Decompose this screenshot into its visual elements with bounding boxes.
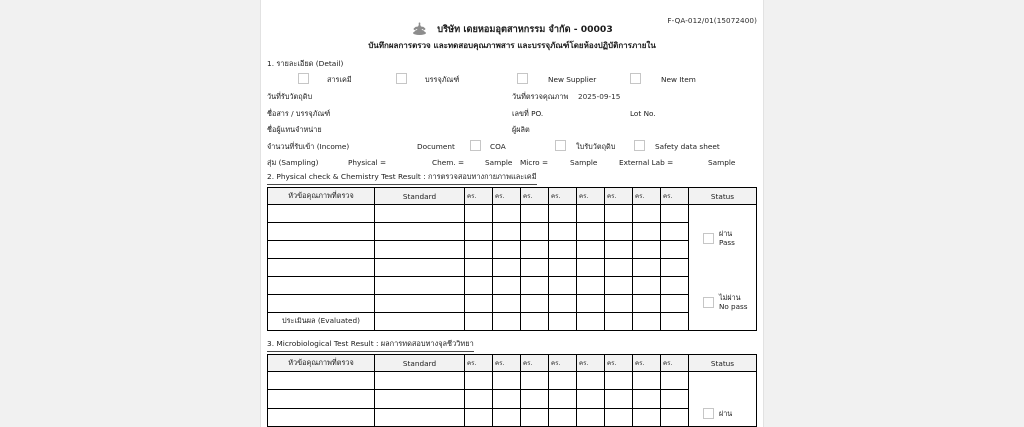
- checkbox-no-pass[interactable]: [703, 297, 714, 308]
- cell-count-7[interactable]: [633, 372, 661, 390]
- evaluated-row[interactable]: [268, 313, 757, 331]
- cell-count-2[interactable]: [493, 259, 521, 277]
- label-coa: COA: [490, 142, 506, 151]
- cell-count-5[interactable]: [577, 277, 605, 295]
- value-sampling-chem[interactable]: Sample: [485, 158, 513, 167]
- value-sampling-micro[interactable]: Sample: [570, 158, 598, 167]
- col-count-4: คร.: [549, 355, 577, 372]
- checkbox-coa[interactable]: [470, 140, 481, 151]
- document-page: [261, 0, 763, 427]
- section1-heading: [267, 58, 757, 70]
- cell-count-8[interactable]: [661, 372, 689, 390]
- cell-count-7[interactable]: [633, 295, 661, 313]
- col-topic: หัวข้อคุณภาพที่ตรวจ: [268, 188, 375, 205]
- cell-count-1[interactable]: [465, 259, 493, 277]
- label-manufacturer: ผู้ผลิต: [512, 125, 530, 134]
- table-row[interactable]: [268, 205, 757, 223]
- cell-count-4[interactable]: [549, 205, 577, 223]
- detail-fields: [267, 72, 757, 167]
- label-inspect-date: วันที่ตรวจคุณภาพ: [512, 92, 569, 101]
- table-row[interactable]: [268, 390, 757, 408]
- cell-topic[interactable]: [268, 277, 375, 295]
- col-count-2: คร.: [493, 188, 521, 205]
- cell-evaluated-8[interactable]: [661, 313, 689, 331]
- cell-evaluated-standard[interactable]: [375, 313, 465, 331]
- cell-count-2[interactable]: [493, 277, 521, 295]
- cell-count-8[interactable]: [661, 223, 689, 241]
- table-row[interactable]: [268, 241, 757, 259]
- col-status: Status: [689, 188, 757, 205]
- label-receiving-note: ใบรับวัตถุดิบ: [576, 142, 616, 151]
- label-item-name: ชื่อสาร / บรรจุภัณฑ์: [267, 109, 331, 118]
- cell-count-4[interactable]: [549, 259, 577, 277]
- cell-count-5[interactable]: [577, 372, 605, 390]
- label-sampling: สุ่ม (Sampling): [267, 158, 319, 167]
- cell-count-4[interactable]: [549, 408, 577, 426]
- cell-count-5[interactable]: [577, 408, 605, 426]
- checkbox-new-item[interactable]: [630, 73, 641, 84]
- cell-count-4[interactable]: [549, 295, 577, 313]
- checkbox-safety-data-sheet[interactable]: [634, 140, 645, 151]
- cell-count-2[interactable]: [493, 372, 521, 390]
- cell-count-2[interactable]: [493, 223, 521, 241]
- physical-chemistry-result-table: [267, 187, 757, 331]
- company-crest-logo: [411, 22, 428, 37]
- cell-evaluated-4[interactable]: [549, 313, 577, 331]
- cell-count-6[interactable]: [605, 295, 633, 313]
- label-sampling-micro: Micro =: [520, 158, 549, 167]
- cell-evaluated-2[interactable]: [493, 313, 521, 331]
- label-sampling-external-lab: External Lab =: [619, 158, 674, 167]
- cell-count-5[interactable]: [577, 295, 605, 313]
- cell-topic[interactable]: [268, 259, 375, 277]
- label-sampling-physical: Physical =: [348, 158, 387, 167]
- label-chemical: สารเคมี: [327, 75, 352, 84]
- cell-count-1[interactable]: [465, 223, 493, 241]
- status-options-group: [689, 372, 756, 426]
- cell-standard[interactable]: [375, 408, 465, 426]
- cell-count-2[interactable]: [493, 408, 521, 426]
- cell-count-1[interactable]: [465, 408, 493, 426]
- col-count-2: คร.: [493, 355, 521, 372]
- microbiological-result-table: [267, 354, 757, 427]
- cell-count-2[interactable]: [493, 205, 521, 223]
- cell-topic[interactable]: [268, 390, 375, 408]
- cell-count-7[interactable]: [633, 277, 661, 295]
- section2-heading-text: 2. Physical check & Chemistry Test Result : การตรวจสอบทางกายภาพและเคมี: [267, 171, 537, 185]
- table-header-row: [268, 355, 757, 372]
- col-count-3: คร.: [521, 188, 549, 205]
- cell-count-1[interactable]: [465, 205, 493, 223]
- table-row[interactable]: [268, 372, 757, 390]
- cell-count-4[interactable]: [549, 241, 577, 259]
- cell-count-6[interactable]: [605, 408, 633, 426]
- cell-evaluated-3[interactable]: [521, 313, 549, 331]
- section2-heading: [267, 171, 757, 185]
- cell-standard[interactable]: [375, 295, 465, 313]
- cell-count-5[interactable]: [577, 241, 605, 259]
- cell-count-2[interactable]: [493, 295, 521, 313]
- label-income: จำนวนที่รับเข้า (Income): [267, 142, 350, 151]
- status-column-cell: [689, 372, 757, 427]
- cell-count-4[interactable]: [549, 372, 577, 390]
- table-row[interactable]: [268, 408, 757, 426]
- checkbox-receiving-note[interactable]: [555, 140, 566, 151]
- cell-standard[interactable]: [375, 259, 465, 277]
- cell-standard[interactable]: [375, 205, 465, 223]
- cell-count-1[interactable]: [465, 390, 493, 408]
- checkbox-pass[interactable]: [703, 408, 714, 419]
- status-no-pass-label: [719, 293, 748, 311]
- cell-count-3[interactable]: [521, 259, 549, 277]
- col-count-1: คร.: [465, 355, 493, 372]
- col-count-7: คร.: [633, 355, 661, 372]
- cell-count-5[interactable]: [577, 390, 605, 408]
- cell-count-8[interactable]: [661, 390, 689, 408]
- cell-standard[interactable]: [375, 277, 465, 295]
- label-po-number: เลขที่ PO.: [512, 109, 544, 118]
- cell-count-7[interactable]: [633, 205, 661, 223]
- status-option-pass[interactable]: [703, 408, 732, 419]
- value-sampling-external-lab[interactable]: Sample: [708, 158, 736, 167]
- cell-count-5[interactable]: [577, 259, 605, 277]
- col-topic: หัวข้อคุณภาพที่ตรวจ: [268, 355, 375, 372]
- cell-standard[interactable]: [375, 372, 465, 390]
- label-dealer-name: ชื่อผู้แทนจำหน่าย: [267, 125, 322, 134]
- cell-count-3[interactable]: [521, 295, 549, 313]
- col-count-6: คร.: [605, 188, 633, 205]
- col-count-5: คร.: [577, 188, 605, 205]
- checkbox-chemical[interactable]: [298, 73, 309, 84]
- value-inspect-date[interactable]: 2025-09-15: [578, 92, 621, 101]
- cell-topic[interactable]: [268, 295, 375, 313]
- cell-evaluated-5[interactable]: [577, 313, 605, 331]
- table-row[interactable]: [268, 223, 757, 241]
- table-header-row: [268, 188, 757, 205]
- cell-standard[interactable]: [375, 241, 465, 259]
- col-count-8: คร.: [661, 355, 689, 372]
- col-standard: Standard: [375, 188, 465, 205]
- col-count-8: คร.: [661, 188, 689, 205]
- table-row[interactable]: [268, 277, 757, 295]
- cell-count-6[interactable]: [605, 390, 633, 408]
- col-count-1: คร.: [465, 188, 493, 205]
- cell-standard[interactable]: [375, 223, 465, 241]
- cell-count-4[interactable]: [549, 223, 577, 241]
- cell-count-3[interactable]: [521, 390, 549, 408]
- cell-count-1[interactable]: [465, 277, 493, 295]
- cell-evaluated-1[interactable]: [465, 313, 493, 331]
- cell-count-8[interactable]: [661, 259, 689, 277]
- cell-count-4[interactable]: [549, 390, 577, 408]
- status-pass-en: Pass: [719, 238, 735, 247]
- status-pass-th: ผ่าน: [719, 409, 733, 418]
- col-count-4: คร.: [549, 188, 577, 205]
- cell-count-4[interactable]: [549, 277, 577, 295]
- cell-count-7[interactable]: [633, 408, 661, 426]
- cell-count-8[interactable]: [661, 241, 689, 259]
- status-option-pass[interactable]: [703, 229, 735, 247]
- cell-count-7[interactable]: [633, 241, 661, 259]
- cell-count-8[interactable]: [661, 408, 689, 426]
- document-subtitle: บันทึกผลการตรวจ และทดสอบคุณภาพสาร และบรรจุภัณฑ์โดยห้องปฏิบัติการภายใน: [368, 41, 656, 50]
- checkbox-pass[interactable]: [703, 233, 714, 244]
- label-document: Document: [417, 142, 455, 151]
- col-standard: Standard: [375, 355, 465, 372]
- cell-count-2[interactable]: [493, 390, 521, 408]
- cell-count-8[interactable]: [661, 295, 689, 313]
- label-new-supplier: New Supplier: [548, 75, 597, 84]
- cell-count-6[interactable]: [605, 372, 633, 390]
- cell-topic[interactable]: [268, 223, 375, 241]
- status-no-pass-th: ไม่ผ่าน: [719, 293, 741, 302]
- table-row[interactable]: [268, 295, 757, 313]
- label-receive-date: วันที่รับวัตถุดิบ: [267, 92, 313, 101]
- col-count-7: คร.: [633, 188, 661, 205]
- status-column-cell: [689, 205, 757, 331]
- status-pass-label: [719, 409, 732, 418]
- cell-count-3[interactable]: [521, 277, 549, 295]
- checkbox-new-supplier[interactable]: [517, 73, 528, 84]
- cell-count-3[interactable]: [521, 408, 549, 426]
- cell-evaluated-7[interactable]: [633, 313, 661, 331]
- table-row[interactable]: [268, 259, 757, 277]
- label-lot-number: Lot No.: [630, 109, 656, 118]
- cell-evaluated-6[interactable]: [605, 313, 633, 331]
- col-status: Status: [689, 355, 757, 372]
- section3-heading: [267, 338, 757, 352]
- cell-count-6[interactable]: [605, 277, 633, 295]
- cell-topic[interactable]: [268, 408, 375, 426]
- cell-count-1[interactable]: [465, 372, 493, 390]
- col-count-6: คร.: [605, 355, 633, 372]
- cell-count-6[interactable]: [605, 205, 633, 223]
- cell-standard[interactable]: [375, 390, 465, 408]
- cell-count-5[interactable]: [577, 223, 605, 241]
- document-header: [267, 0, 757, 51]
- cell-topic[interactable]: [268, 241, 375, 259]
- cell-topic[interactable]: [268, 205, 375, 223]
- status-no-pass-en: No pass: [719, 302, 748, 311]
- cell-count-8[interactable]: [661, 205, 689, 223]
- company-title: บริษัท เดยหอมอุตสาหกรรม จำกัด - 00003: [437, 23, 613, 35]
- cell-count-3[interactable]: [521, 223, 549, 241]
- cell-count-3[interactable]: [521, 241, 549, 259]
- status-pass-label: [719, 229, 735, 247]
- cell-count-6[interactable]: [605, 259, 633, 277]
- status-option-no-pass[interactable]: [703, 293, 748, 311]
- label-safety-data-sheet: Safety data sheet: [655, 142, 720, 151]
- label-sampling-chem: Chem. =: [432, 158, 465, 167]
- checkbox-packaging[interactable]: [396, 73, 407, 84]
- cell-count-1[interactable]: [465, 295, 493, 313]
- cell-count-8[interactable]: [661, 277, 689, 295]
- section3-heading-text: 3. Microbiological Test Result : ผลการทดสอบทางจุลชีววิทยา: [267, 338, 474, 352]
- status-pass-th: ผ่าน: [719, 229, 733, 238]
- label-packaging: บรรจุภัณฑ์: [425, 75, 460, 84]
- label-new-item: New Item: [661, 75, 696, 84]
- cell-count-6[interactable]: [605, 223, 633, 241]
- cell-count-5[interactable]: [577, 205, 605, 223]
- cell-count-3[interactable]: [521, 205, 549, 223]
- cell-count-3[interactable]: [521, 372, 549, 390]
- cell-evaluated-label: ประเมินผล (Evaluated): [268, 313, 375, 331]
- col-count-5: คร.: [577, 355, 605, 372]
- cell-count-7[interactable]: [633, 390, 661, 408]
- form-code: F-QA-012/01(15072400): [667, 16, 757, 25]
- cell-count-7[interactable]: [633, 223, 661, 241]
- cell-count-1[interactable]: [465, 241, 493, 259]
- cell-topic[interactable]: [268, 372, 375, 390]
- cell-count-2[interactable]: [493, 241, 521, 259]
- status-options-group: [689, 205, 756, 330]
- cell-count-6[interactable]: [605, 241, 633, 259]
- cell-count-7[interactable]: [633, 259, 661, 277]
- col-count-3: คร.: [521, 355, 549, 372]
- section1-heading-text: 1. รายละเอียด (Detail): [267, 59, 344, 68]
